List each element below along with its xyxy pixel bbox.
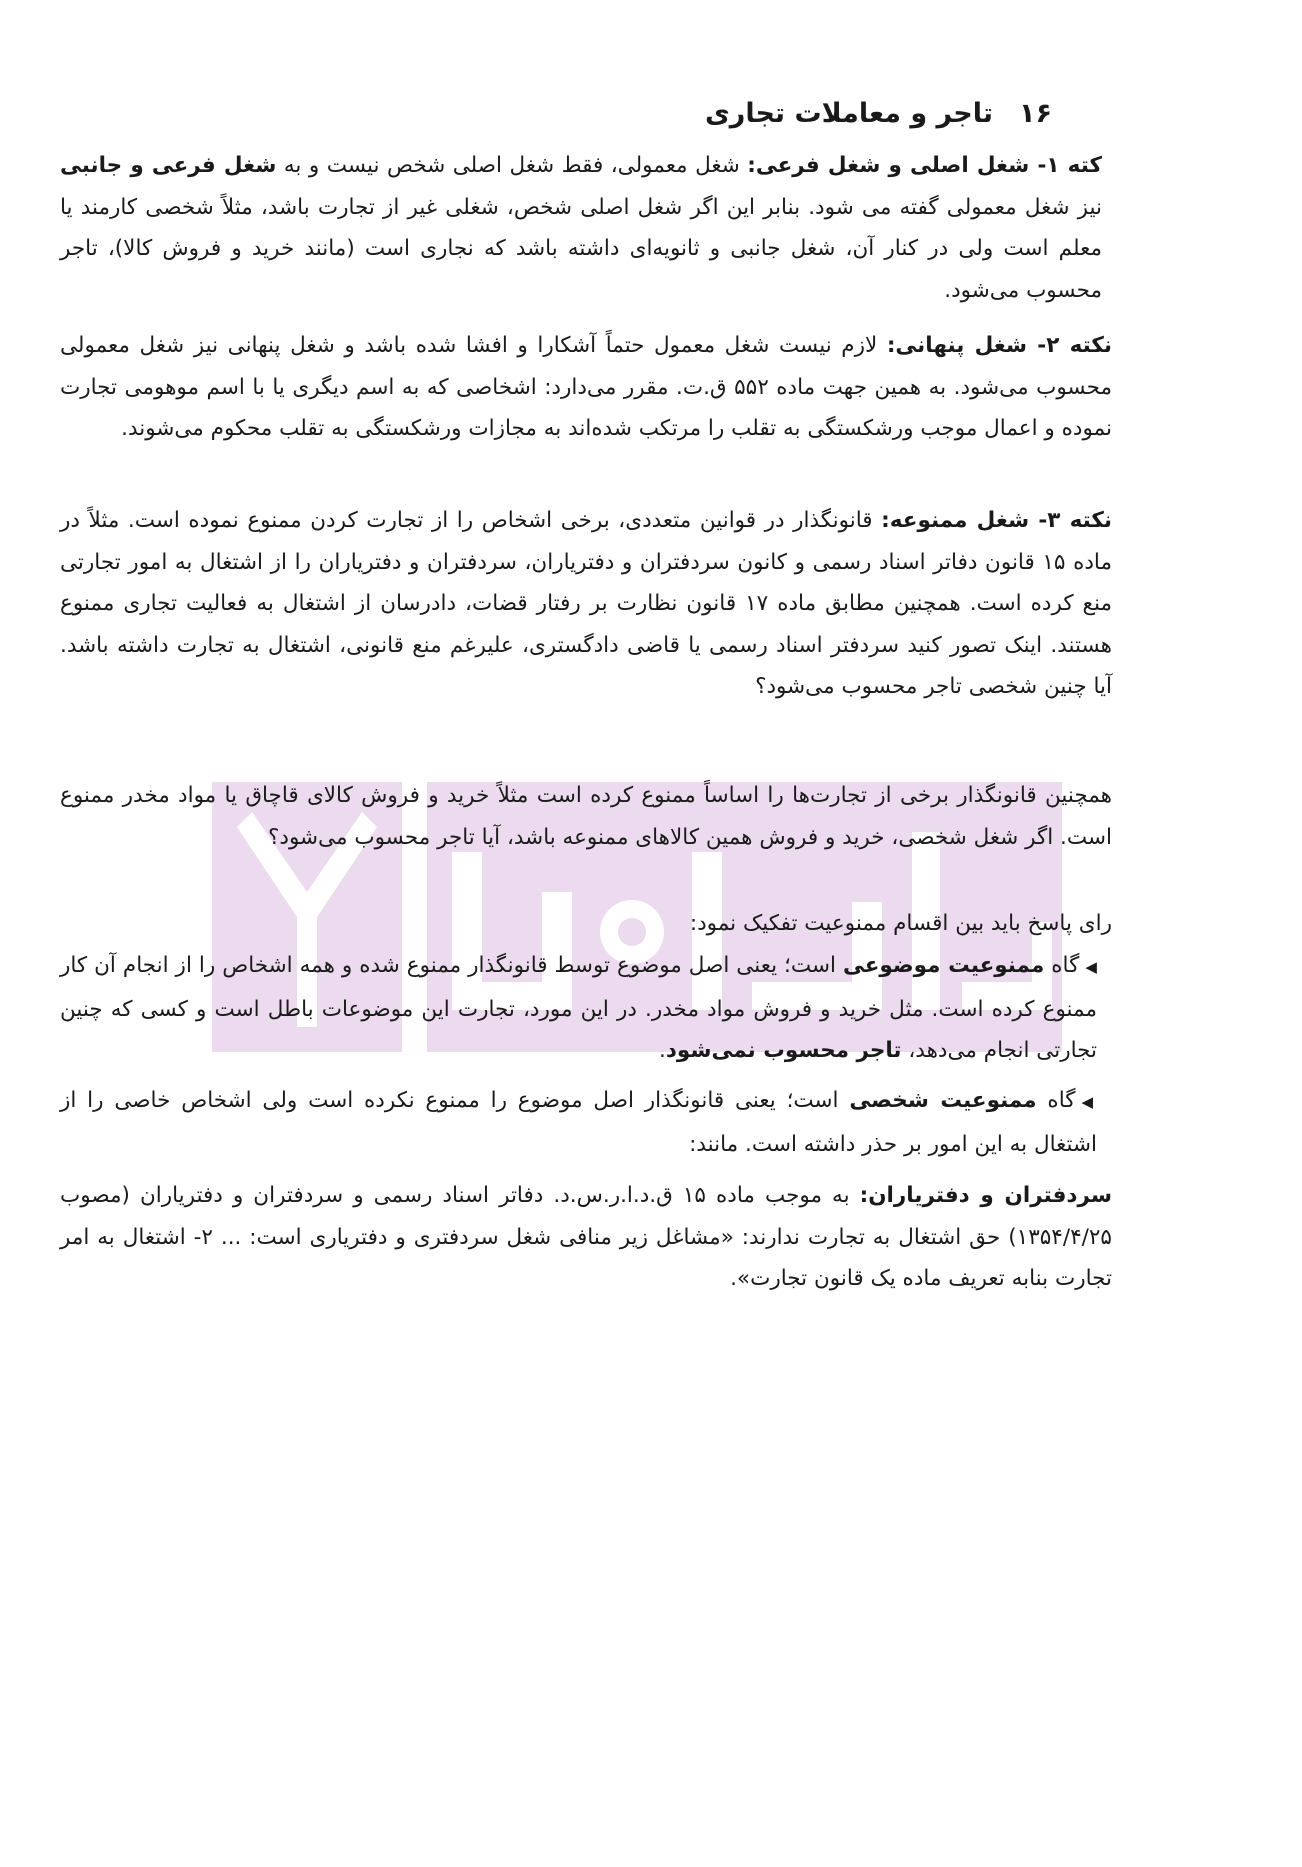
note-2-label: نکته ۲- شغل پنهانی: (886, 333, 1112, 358)
bullet-1-term: ممنوعیت موضوعی (842, 953, 1045, 978)
arrowhead-bullet-icon: ◀ (1085, 958, 1097, 976)
notaries-label: سردفتران و دفتریاران: (859, 1183, 1112, 1208)
bullet-personal: ◀گاه ممنوعیت شخصی است؛ یعنی قانونگذار اصل موضوع را ممنوع نکرده است ولی اشخاص خاصی را از اشتغال به این امور بر حذر داشته است. مانند: (60, 1088, 1098, 1157)
arrowhead-bullet-icon: ◀ (1081, 1093, 1098, 1111)
paragraph-notaries: سردفتران و دفتریاران: به موجب ماده ۱۵ ق.د.ا.ر.س.د. دفاتر اسناد رسمی و سردفتران و دفتریاران (مصوب ۱۳۵۴/۴/۲۵) حق اشتغال به تجارت ندارند: «مشاغل زیر منافی شغل سردفتری و دفتریاری است: ... ۲- اشتغال به امر تجارت بنابه تعریف ماده یک قانون تجارت». (60, 1183, 1112, 1291)
bullet-2-term: ممنوعیت شخصی (849, 1088, 1037, 1113)
paragraph-contraband: همچنین قانونگذار برخی از تجارت‌ها را اساساً ممنوع کرده است مثلاً خرید و فروش کالای قاچاق یا مواد مخدر ممنوع است. اگر شغل شخصی، خرید و فروش همین کالاهای ممنوعه باشد، آیا تاجر محسوب می‌شود؟ (60, 783, 1112, 850)
note-2: نکته ۲- شغل پنهانی: لازم نیست شغل معمول حتماً آشکارا و افشا شده باشد و شغل پنهانی نیز شغل معمولی محسوب می‌شود. به همین جهت ماده ۵۵۲ ق.ت. مقرر می‌دارد: اشخاصی که به اسم دیگری یا با اسم موهومی تجارت نموده و اعمال موجب ورشکستگی به تقلب را مرتکب شده‌اند به مجازات ورشکستگی به تقلب محکوم می‌شوند. (60, 333, 1113, 441)
bullet-1-conclusion: تاجر محسوب نمی‌شود (665, 1038, 902, 1063)
note-3-label: نکته ۳- شغل ممنوعه: (881, 508, 1112, 533)
paragraph-intro: رای پاسخ باید بین اقسام ممنوعیت تفکیک نمود: (689, 911, 1112, 936)
bullet-subjective: ◀گاه ممنوعیت موضوعی است؛ یعنی اصل موضوع توسط قانونگذار ممنوع شده و همه اشخاص را از انجام آن کار ممنوع کرده است. مثل خرید و فروش مواد مخدر. در این مورد، تجارت این موضوعات باطل است و کسی که چنین تجارتی انجام می‌دهد، تاجر محسوب نمی‌شود. (60, 953, 1097, 1063)
note-1: کته ۱- شغل اصلی و شغل فرعی: شغل معمولی، فقط شغل اصلی شخص نیست و به شغل فرعی و جانبی نیز شغل معمولی گفته می شود. بنابر این اگر شغل اصلی شخص، شغلی غیر از تجارت باشد، مثلاً شخصی کارمند یا معلم است ولی در کنار آن، شغل جانبی و ثانویه‌ای داشته باشد که نجاری است (مانند خرید و فروش کالا)، تاجر محسوب می‌شود. (60, 153, 1102, 303)
note-1-bold-term: شغل فرعی و جانبی (60, 153, 277, 178)
page-header (705, 98, 1052, 129)
page-number: ۱۶ (1019, 98, 1052, 129)
note-3: نکته ۳- شغل ممنوعه: قانونگذار در قوانین متعددی، برخی اشخاص را از تجارت کردن ممنوع نموده است. مثلاً در ماده ۱۵ قانون دفاتر اسناد رسمی و کانون سردفتران و دفتریاران، سردفتران و دفتریاران را از اشتغال به امور تجارتی منع کرده است. همچنین مطابق ماده ۱۷ قانون نظارت بر رفتار قضات، دادرسان از اشتغال به فعالیت تجاری ممنوع هستند. اینک تصور کنید سردفتر اسناد رسمی یا قاضی دادگستری، علیرغم منع قانونی، اشتغال به تجارت داشته باشد. آیا چنین شخصی تاجر محسوب می‌شود؟ (60, 508, 1112, 699)
note-1-label: کته ۱- شغل اصلی و شغل فرعی: (747, 153, 1102, 178)
chapter-title: تاجر و معاملات تجاری (705, 98, 994, 129)
